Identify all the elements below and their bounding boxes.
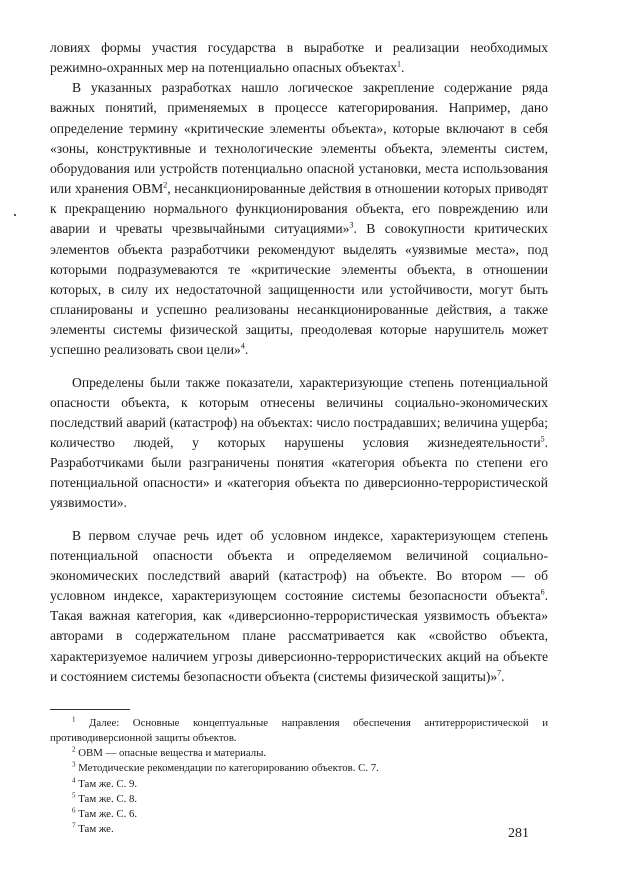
footnote-text: Там же.	[78, 823, 114, 836]
paragraph-indicators	[50, 373, 548, 514]
paragraph-text: Определены были также показатели, характеризующие степень потенциальной опасности объекта, к которым отнесены величины социально-экономических последствий аварий (катастроф) на объектах: число пострадавших; величина ущерба; количество людей, у которых нарушены условия жизнедеятельности	[50, 374, 548, 450]
paragraph-text: ловиях формы участия государства в выработке и реализации необходимых режимно-охранных мер на потенциально опасных объектах	[50, 40, 548, 76]
footnote-mark: 3	[72, 760, 76, 769]
paragraph-critical-elements	[50, 78, 548, 360]
footnote-3	[50, 761, 548, 776]
paragraph-text: В первом случае речь идет об условном индексе, характеризующем степень потенциальной опасности объекта и определяемом величиной социально-экономических последствий аварий (катастроф) на объекте. Во втором — об условном индексе, характеризующем состояние системы безопасности объекта	[50, 527, 548, 604]
footnote-mark: 2	[72, 745, 76, 754]
footnotes	[50, 716, 548, 838]
footnote-1	[50, 716, 548, 746]
scan-speck	[14, 214, 16, 216]
footnote-divider	[50, 709, 130, 710]
footnote-ref: 7	[497, 668, 502, 678]
paragraph-continued	[50, 38, 548, 78]
paragraph-text: В указанных разработках нашло логическое закрепление содержание ряда важных понятий, применяемых в процессе категорирования. Например, дано определение термину «критические элементы объекта», которые включают в себя «зоны, конструктивные и технологические элементы объекта, элементы систем, оборудования или устройств потенциально опасной установки, места использования или хранения ОВМ	[50, 80, 548, 197]
footnote-mark: 6	[72, 806, 76, 815]
paragraph-conditional-index	[50, 526, 548, 687]
footnote-text: ОВМ — опасные вещества и материалы.	[78, 747, 267, 760]
footnote-ref: 5	[540, 434, 545, 444]
footnote-text: Там же. С. 8.	[78, 792, 138, 805]
footnote-ref: 2	[163, 180, 168, 190]
footnote-mark: 5	[72, 791, 76, 800]
footnote-ref: 4	[240, 341, 245, 351]
footnote-text: Там же. С. 6.	[78, 808, 138, 821]
footnote-ref: 1	[397, 59, 402, 69]
footnote-ref: 6	[540, 587, 545, 597]
footnote-text: Там же. С. 9.	[78, 777, 138, 790]
footnote-4	[50, 777, 548, 792]
footnote-7	[50, 822, 548, 837]
footnote-mark: 1	[72, 715, 76, 724]
footnote-5	[50, 792, 548, 807]
footnote-ref: 3	[349, 220, 354, 230]
paragraph-text: . Разработчиками были разграничены понятия «категория объекта по степени его потенциальной опасности» и «категория объекта по диверсионно-террористической уязвимости».	[50, 434, 548, 511]
paragraph-text: , несанкционированные действия в отношении которых приводят к прекращению нормального функционирования объекта, его повреждению или аварии и чреваты чрезвычайными ситуациями»	[50, 181, 548, 237]
paragraph-text: . В совокупности критических элементов объекта разработчики рекомендуют выделять «уязвимые места», под которыми подразумеваются те «критические элементы объекта, в отношении которых, в силу их недостаточной защищенности или устойчивости, могут быть спланированы и успешно реализованы несанкционированные действия, а также элементы системы физической защиты, преодолевая которые нарушитель может успешно реализовать свои цели»	[50, 221, 548, 358]
paragraph-text: .	[244, 342, 249, 358]
page-number: 281	[508, 826, 529, 841]
footnote-text: Далее: Основные концептуальные направления обеспечения антитеррористической и противодиверсионной защиты объектов.	[50, 716, 549, 745]
footnote-text: Методические рекомендации по категорированию объектов. С. 7.	[78, 762, 379, 775]
page-body	[50, 38, 548, 837]
footnote-6	[50, 807, 548, 822]
footnote-mark: 7	[72, 821, 76, 830]
paragraph-text: . Такая важная категория, как «диверсионно-террористическая уязвимость объекта» авторами в содержательном плане рассматривается как «свойство объекта, характеризуемое наличием угрозы диверсионно-террористических акций на объекте и состоянием системы безопасности объекта (системы физической защиты)»	[50, 588, 548, 684]
paragraph-text: .	[501, 668, 505, 684]
footnote-2	[50, 746, 548, 761]
paragraph-text: .	[401, 60, 405, 76]
footnote-mark: 4	[72, 776, 76, 785]
